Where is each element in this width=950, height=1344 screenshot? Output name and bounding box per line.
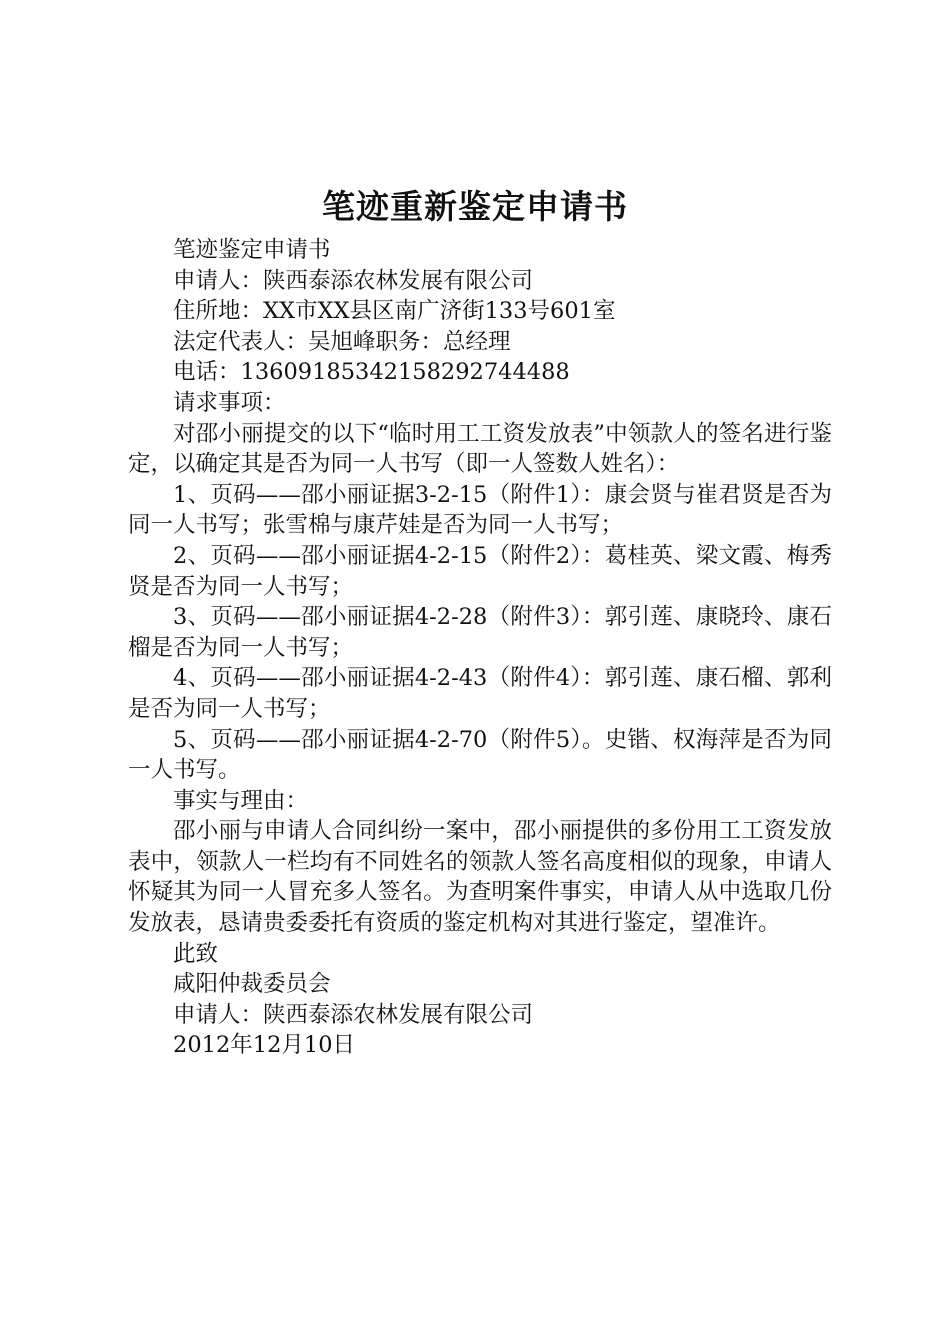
paragraph-request-heading: 请求事项： xyxy=(173,389,286,416)
paragraph-facts-body: 邵小丽与申请人合同纠纷一案中，邵小丽提供的多份用工工资发放表中，领款人一栏均有不同姓名的领款人签名高度相似的现象，申请人怀疑其为同一人冒充多人签名。为查明案件事实，申请人从中选取几份发放表，恳请贵委委托有资质的鉴定机构对其进行鉴定，望准许。 xyxy=(128,818,832,937)
paragraph-request-item-1: 1、页码——邵小丽证据3-2-15（附件1）：康会贤与崔君贤是否为同一人书写；张雪棉与康芹娃是否为同一人书写； xyxy=(128,481,832,539)
paragraph-applicant: 申请人：陕西泰添农林发展有限公司 xyxy=(173,267,534,294)
paragraph-request-item-2: 2、页码——邵小丽证据4-2-15（附件2）：葛桂英、梁文霞、梅秀贤是否为同一人书写； xyxy=(128,542,832,600)
paragraph-phone: 电话：13609185342158292744488 xyxy=(173,359,570,386)
paragraph-signature-applicant: 申请人：陕西泰添农林发展有限公司 xyxy=(173,1001,534,1028)
paragraph-facts-heading: 事实与理由： xyxy=(173,787,309,814)
paragraph-request-item-4: 4、页码——邵小丽证据4-2-43（附件4）：郭引莲、康石榴、郭利是否为同一人书写； xyxy=(128,665,832,722)
document-title: 笔迹重新鉴定申请书 xyxy=(322,187,628,226)
paragraph-request-item-3: 3、页码——邵小丽证据4-2-28（附件3）：郭引莲、康晓玲、康石榴是否为同一人书写； xyxy=(128,604,832,661)
paragraph-request-item-5: 5、页码——邵小丽证据4-2-70（附件5）。史锴、权海萍是否为同一人书写。 xyxy=(128,726,832,784)
paragraph-salutation: 此致 xyxy=(173,940,219,967)
paragraph-recipient: 咸阳仲裁委员会 xyxy=(173,971,331,998)
paragraph-date: 2012年12月10日 xyxy=(173,1032,356,1059)
paragraph-heading: 笔迹鉴定申请书 xyxy=(173,237,331,263)
document-body xyxy=(128,235,832,1061)
paragraph-address: 住所地：XX市XX县区南广济街133号601室 xyxy=(173,298,616,325)
paragraph-request-intro: 对邵小丽提交的以下“临时用工工资发放表”中领款人的签名进行鉴定，以确定其是否为同一人书写（即一人签数人姓名）： xyxy=(128,420,832,478)
paragraph-legal-representative: 法定代表人：吴旭峰职务：总经理 xyxy=(173,328,511,355)
